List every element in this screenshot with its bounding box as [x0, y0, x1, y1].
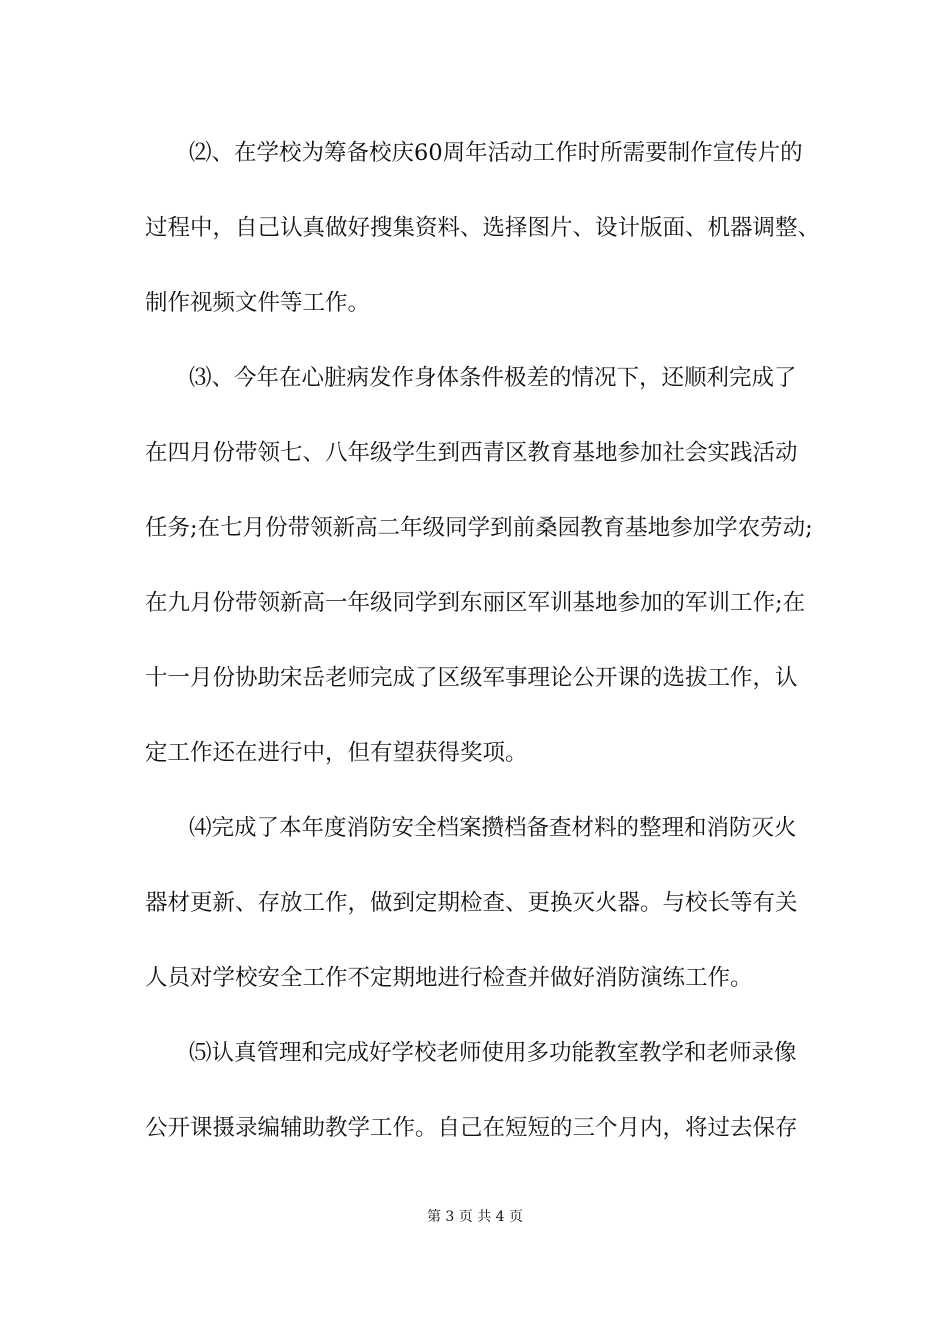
paragraph-3-line-5: 十一月份协助宋岳老师完成了区级军事理论公开课的选拔工作，认 — [145, 665, 798, 691]
paragraph-3-line-3: 任务;在七月份带领新高二年级同学到前桑园教育基地参加学农劳动; — [145, 515, 813, 541]
paragraph-5-line-1: ⑸认真管理和完成好学校老师使用多功能教室教学和老师录像 — [189, 1040, 797, 1066]
page-footer: 第 3 页 共 4 页 — [426, 1209, 524, 1225]
paragraph-4-line-1: ⑷完成了本年度消防安全档案攒档备查材料的整理和消防灭火 — [189, 815, 797, 841]
paragraph-3-line-6: 定工作还在进行中，但有望获得奖项。 — [145, 740, 528, 766]
paragraph-5-line-2: 公开课摄录编辅助教学工作。自己在短短的三个月内，将过去保存 — [145, 1115, 798, 1141]
paragraph-3-line-2: 在四月份带领七、八年级学生到西青区教育基地参加社会实践活动 — [145, 440, 798, 466]
paragraph-4-line-2: 器材更新、存放工作，做到定期检查、更换灭火器。与校长等有关 — [145, 890, 798, 916]
paragraph-3-line-1: ⑶、今年在心脏病发作身体条件极差的情况下，还顺利完成了 — [189, 365, 797, 391]
paragraph-3-line-4: 在九月份带领新高一年级同学到东丽区军训基地参加的军训工作;在 — [145, 590, 806, 616]
paragraph-2-line-1: ⑵、在学校为筹备校庆60周年活动工作时所需要制作宣传片的 — [189, 140, 803, 166]
paragraph-2-line-3: 制作视频文件等工作。 — [145, 290, 371, 316]
paragraph-2-line-2: 过程中，自己认真做好搜集资料、选择图片、设计版面、机器调整、 — [145, 215, 821, 241]
paragraph-4-line-3: 人员对学校安全工作不定期地进行检查并做好消防演练工作。 — [145, 965, 753, 991]
